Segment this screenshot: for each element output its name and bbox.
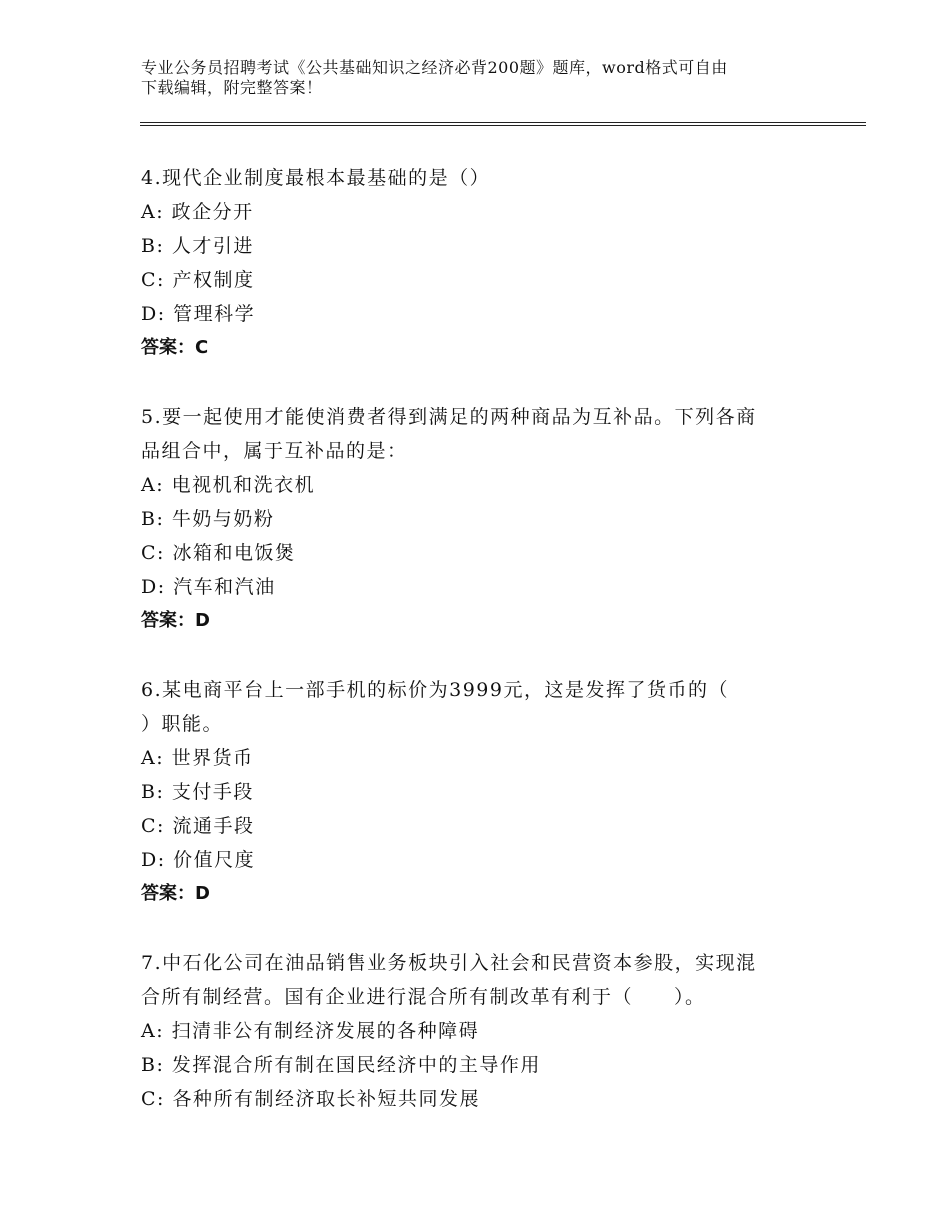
question-4-option-c: C: 产权制度 bbox=[141, 269, 255, 291]
question-6-answer: 答案：D bbox=[141, 883, 210, 904]
question-4-text: 4.现代企业制度最根本最基础的是（） bbox=[141, 167, 491, 189]
question-6 bbox=[141, 673, 801, 911]
question-5-text-line-2: 品组合中，属于互补品的是： bbox=[141, 440, 408, 462]
question-6-option-a: A: 世界货币 bbox=[141, 747, 254, 769]
header-line-2: 下载编辑，附完整答案！ bbox=[141, 78, 323, 97]
question-4 bbox=[141, 161, 801, 365]
question-5 bbox=[141, 400, 801, 638]
question-5-option-d: D: 汽车和汽油 bbox=[141, 576, 276, 598]
header-divider-top bbox=[140, 122, 866, 123]
question-7-option-c: C: 各种所有制经济取长补短共同发展 bbox=[141, 1088, 480, 1110]
question-4-answer: 答案：C bbox=[141, 337, 209, 358]
document-header bbox=[141, 58, 821, 98]
question-5-option-c: C: 冰箱和电饭煲 bbox=[141, 542, 296, 564]
header-divider-bottom bbox=[140, 125, 866, 126]
question-5-text-line-1: 5.要一起使用才能使消费者得到满足的两种商品为互补品。下列各商 bbox=[141, 406, 757, 428]
question-4-option-d: D: 管理科学 bbox=[141, 303, 256, 325]
question-6-text-line-1: 6.某电商平台上一部手机的标价为3999元，这是发挥了货币的（ bbox=[141, 679, 729, 701]
question-6-text-line-2: ）职能。 bbox=[141, 713, 224, 735]
question-5-option-a: A: 电视机和洗衣机 bbox=[141, 474, 316, 496]
question-5-option-b: B: 牛奶与奶粉 bbox=[141, 508, 275, 530]
question-7-option-b: B: 发挥混合所有制在国民经济中的主导作用 bbox=[141, 1054, 541, 1076]
question-7-text-line-2: 合所有制经营。国有企业进行混合所有制改革有利于（ ）。 bbox=[141, 986, 706, 1008]
question-4-option-a: A: 政企分开 bbox=[141, 201, 254, 223]
question-7 bbox=[141, 946, 801, 1116]
question-6-option-c: C: 流通手段 bbox=[141, 815, 255, 837]
header-line-1: 专业公务员招聘考试《公共基础知识之经济必背200题》题库，word格式可自由 bbox=[141, 58, 728, 77]
question-7-option-a: A: 扫清非公有制经济发展的各种障碍 bbox=[141, 1020, 480, 1042]
question-5-answer: 答案：D bbox=[141, 610, 210, 631]
question-6-option-d: D: 价值尺度 bbox=[141, 849, 256, 871]
question-7-text-line-1: 7.中石化公司在油品销售业务板块引入社会和民营资本参股，实现混 bbox=[141, 952, 757, 974]
question-6-option-b: B: 支付手段 bbox=[141, 781, 254, 803]
question-4-option-b: B: 人才引进 bbox=[141, 235, 254, 257]
